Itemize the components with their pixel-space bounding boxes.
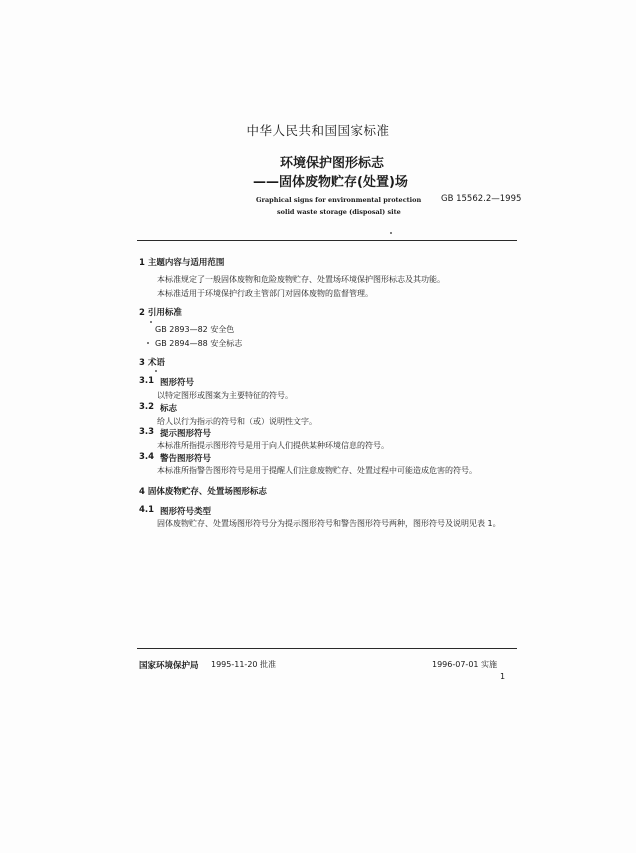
approval-date: 1995-11-20 批准 [211,660,277,669]
standard-number: GB 15562.2—1995 [441,194,522,204]
section-2-heading: 2 引用标准 [139,308,182,318]
country-standard-label: 中华人民共和国国家标准 [246,123,390,138]
section-1-paragraph-2: 本标准适用于环境保护行政主管部门对固体废物的监督管理。 [157,289,373,298]
term-3-1-name: 图形符号 [160,378,195,388]
page-number: 1 [500,672,506,681]
issuer: 国家环境保护局 [139,661,199,671]
term-3-3-number: 3.3 [139,427,155,437]
scan-speck [155,370,157,372]
scan-speck [150,321,152,323]
term-3-4-definition: 本标准所指警告图形符号是用于提醒人们注意废物贮存、处置过程中可能造成危害的符号。 [157,466,477,475]
term-3-2-definition: 给人以行为指示的符号和（或）说明性文字。 [157,417,317,426]
effective-date: 1996-07-01 实施 [432,660,498,669]
title-line-1: 环境保护图形标志 [280,156,385,171]
scan-speck [147,342,149,344]
section-1-paragraph-1: 本标准规定了一般固体废物和危险废物贮存、处置场环境保护图形标志及其功能。 [157,275,445,284]
term-3-4-name: 警告图形符号 [160,454,212,464]
top-rule [137,240,517,241]
title-line-2: ——固体废物贮存(处置)场 [253,175,408,190]
term-3-3-definition: 本标准所指提示图形符号是用于向人们提供某种环境信息的符号。 [157,441,389,450]
english-title-line-2: solid waste storage (disposal) site [277,208,401,216]
term-3-1-number: 3.1 [139,376,155,386]
term-4-1-definition: 固体废物贮存、处置场图形符号分为提示图形符号和警告图形符号两种，图形符号及说明见表 1。 [157,519,501,528]
reference-gb2893: GB 2893—82 安全色 [155,325,235,334]
term-4-1-number: 4.1 [139,505,155,515]
section-4-heading: 4 固体废物贮存、处置场图形标志 [139,487,267,497]
term-3-2-name: 标志 [160,404,178,414]
term-3-4-number: 3.4 [139,452,155,462]
term-3-3-name: 提示图形符号 [160,429,212,439]
term-3-1-definition: 以特定图形或图案为主要特征的符号。 [157,391,293,400]
english-title-line-1: Graphical signs for environmental protection [256,196,422,204]
scan-speck [390,232,392,234]
section-1-heading: 1 主题内容与适用范围 [139,258,225,268]
section-3-heading: 3 术语 [139,358,165,368]
reference-gb2894: GB 2894—88 安全标志 [155,339,243,348]
term-3-2-number: 3.2 [139,402,155,412]
bottom-rule [137,648,517,649]
term-4-1-name: 图形符号类型 [160,507,212,517]
